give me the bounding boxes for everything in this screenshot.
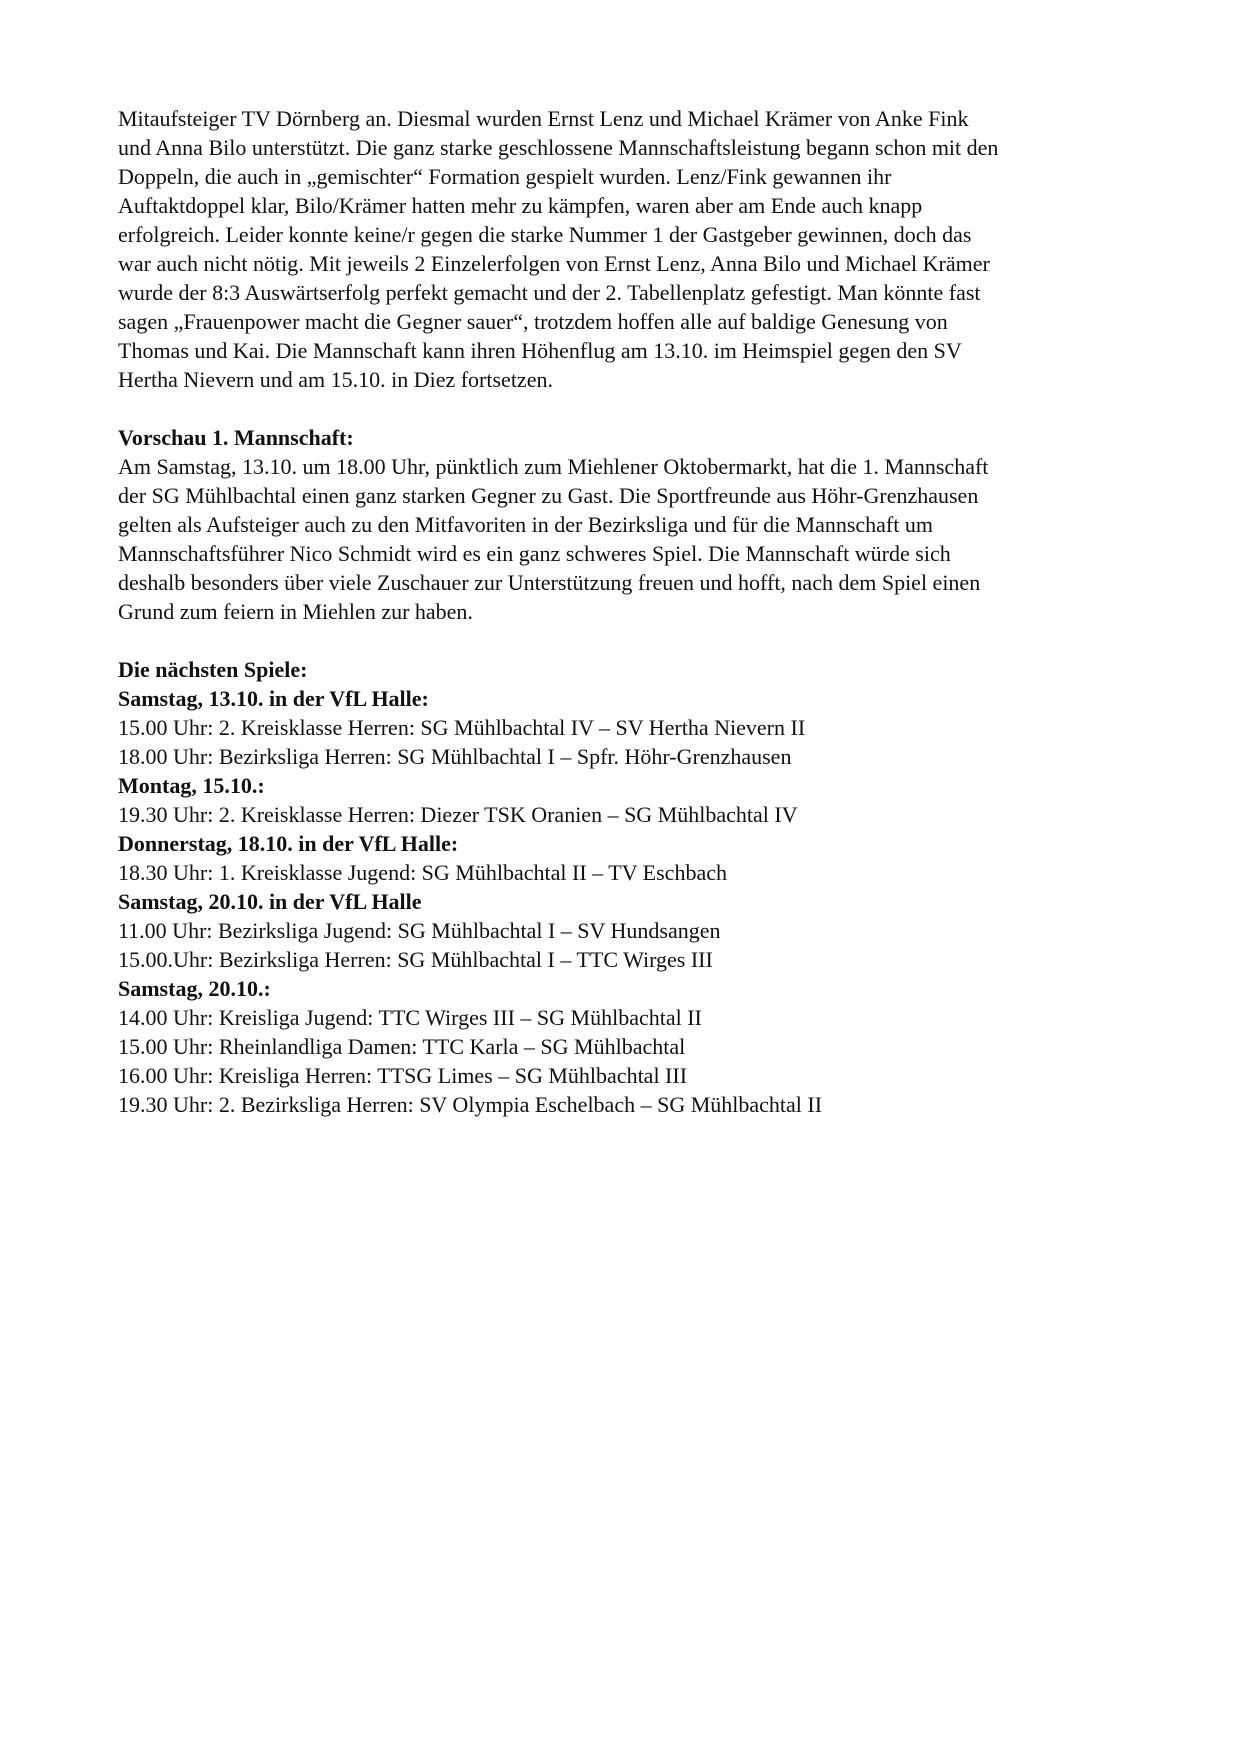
paragraph-line: Doppeln, die auch in „gemischter“ Formation gespielt wurden. Lenz/Fink gewannen ihr [118, 164, 892, 189]
preview-line: deshalb besonders über viele Zuschauer zur Unterstützung freuen und hofft, nach dem Spiel einen [118, 570, 981, 595]
schedule-game: 16.00 Uhr: Kreisliga Herren: TTSG Limes – SG Mühlbachtal III [118, 1063, 688, 1088]
schedule-game: 18.30 Uhr: 1. Kreisklasse Jugend: SG Mühlbachtal II – TV Eschbach [118, 860, 727, 885]
paragraph-line: Hertha Nievern und am 15.10. in Diez fortsetzen. [118, 367, 553, 392]
paragraph-line: erfolgreich. Leider konnte keine/r gegen die starke Nummer 1 der Gastgeber gewinnen, doch das [118, 222, 972, 247]
paragraph-line: Thomas und Kai. Die Mannschaft kann ihren Höhenflug am 13.10. im Heimspiel gegen den SV [118, 338, 962, 363]
spacer [118, 626, 1128, 655]
document-page [118, 104, 1128, 1119]
schedule-heading: Die nächsten Spiele: [118, 657, 308, 682]
preview-line: der SG Mühlbachtal einen ganz starken Gegner zu Gast. Die Sportfreunde aus Höhr-Grenzhausen [118, 483, 979, 508]
preview-line: Grund zum feiern in Miehlen zur haben. [118, 599, 473, 624]
preview-line: Mannschaftsführer Nico Schmidt wird es ein ganz schweres Spiel. Die Mannschaft würde sich [118, 541, 951, 566]
report-paragraph [118, 104, 1128, 394]
schedule-day: Montag, 15.10.: [118, 773, 265, 798]
paragraph-line: Auftaktdoppel klar, Bilo/Krämer hatten mehr zu kämpfen, waren aber am Ende auch knapp [118, 193, 923, 218]
schedule-game: 11.00 Uhr: Bezirksliga Jugend: SG Mühlbachtal I – SV Hundsangen [118, 918, 721, 943]
paragraph-line: und Anna Bilo unterstützt. Die ganz starke geschlossene Mannschaftsleistung begann schon mit den [118, 135, 999, 160]
paragraph-line: war auch nicht nötig. Mit jeweils 2 Einzelerfolgen von Ernst Lenz, Anna Bilo und Michael Krämer [118, 251, 990, 276]
schedule-game: 18.00 Uhr: Bezirksliga Herren: SG Mühlbachtal I – Spfr. Höhr-Grenzhausen [118, 744, 792, 769]
schedule-game: 15.00 Uhr: Rheinlandliga Damen: TTC Karla – SG Mühlbachtal [118, 1034, 686, 1059]
preview-line: Am Samstag, 13.10. um 18.00 Uhr, pünktlich zum Miehlener Oktobermarkt, hat die 1. Mannschaft [118, 454, 989, 479]
spacer [118, 394, 1128, 423]
schedule-day: Samstag, 20.10.: [118, 976, 271, 1001]
paragraph-line: sagen „Frauenpower macht die Gegner sauer“, trotzdem hoffen alle auf baldige Genesung von [118, 309, 948, 334]
schedule-day: Samstag, 13.10. in der VfL Halle: [118, 686, 429, 711]
schedule-day: Samstag, 20.10. in der VfL Halle [118, 889, 422, 914]
schedule-day: Donnerstag, 18.10. in der VfL Halle: [118, 831, 459, 856]
schedule-game: 19.30 Uhr: 2. Bezirksliga Herren: SV Olympia Eschelbach – SG Mühlbachtal II [118, 1092, 823, 1117]
schedule-game: 19.30 Uhr: 2. Kreisklasse Herren: Diezer TSK Oranien – SG Mühlbachtal IV [118, 802, 798, 827]
schedule-game: 15.00.Uhr: Bezirksliga Herren: SG Mühlbachtal I – TTC Wirges III [118, 947, 713, 972]
preview-heading: Vorschau 1. Mannschaft: [118, 425, 354, 450]
preview-line: gelten als Aufsteiger auch zu den Mitfavoriten in der Bezirksliga und für die Mannschaft um [118, 512, 933, 537]
schedule-game: 14.00 Uhr: Kreisliga Jugend: TTC Wirges III – SG Mühlbachtal II [118, 1005, 702, 1030]
schedule-section [118, 655, 1128, 1119]
paragraph-line: wurde der 8:3 Auswärtserfolg perfekt gemacht und der 2. Tabellenplatz gefestigt. Man könnte fast [118, 280, 981, 305]
schedule-game: 15.00 Uhr: 2. Kreisklasse Herren: SG Mühlbachtal IV – SV Hertha Nievern II [118, 715, 806, 740]
paragraph-line: Mitaufsteiger TV Dörnberg an. Diesmal wurden Ernst Lenz und Michael Krämer von Anke Fink [118, 106, 969, 131]
preview-section [118, 423, 1128, 626]
